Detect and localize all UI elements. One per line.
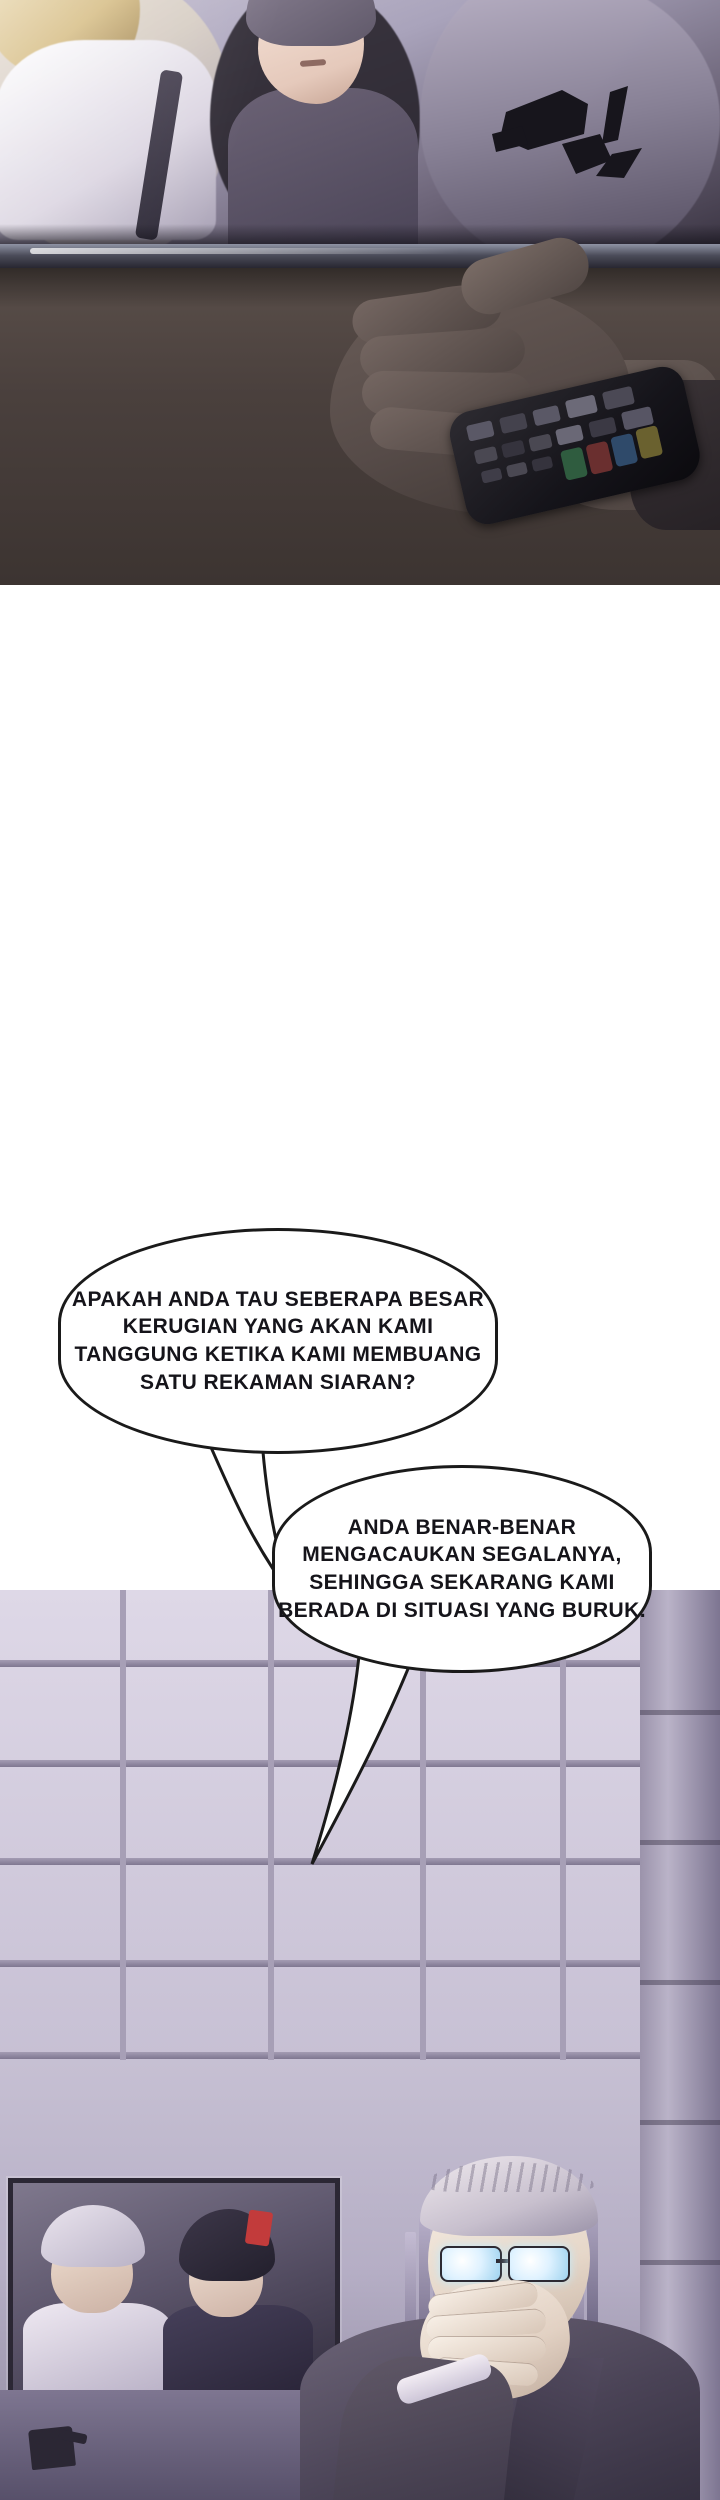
monitor-figure-right-body xyxy=(163,2305,313,2400)
lens-left xyxy=(440,2246,502,2282)
screen-glare xyxy=(0,0,458,250)
monitor-red-accent xyxy=(245,2209,273,2246)
speech-bubble-1-text: APAKAH ANDA TAU SEBERAPA BESAR KERUGIAN YANG AKAN KAMI TANGGUNG KETIKA KAMI MEMBUANG SATU REKAMAN SIARAN? xyxy=(71,1287,485,1394)
panel-television xyxy=(0,0,720,585)
desk-object xyxy=(28,2426,76,2470)
speech-bubble-2-text: ANDA BENAR-BENAR MENGACAUKAN SEGALANYA, SEHINGGA SEKARANG KAMI BERADA DI SITUASI YANG BURUK. xyxy=(278,1515,646,1622)
speech-bubble-2 xyxy=(272,1465,652,1673)
anger-mark-icon xyxy=(492,78,662,198)
lens-right xyxy=(508,2246,570,2282)
executive-man-with-glasses xyxy=(300,2170,720,2500)
monitor-figure-left-body xyxy=(23,2303,173,2400)
speech-bubble-1 xyxy=(58,1228,498,1454)
hand-holding-remote xyxy=(300,230,700,560)
panel-gutter xyxy=(0,585,720,1220)
speech-bubble-tail xyxy=(268,1640,458,1870)
background-monitor-screen xyxy=(8,2178,340,2400)
glasses-icon xyxy=(440,2246,580,2280)
